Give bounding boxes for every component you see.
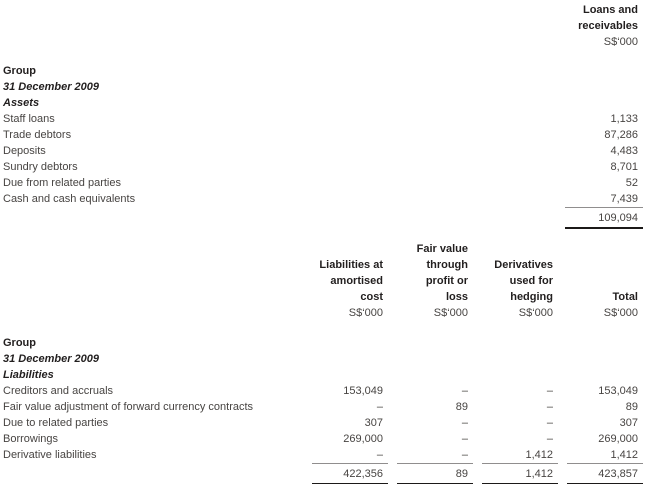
- row-value: 1,412: [610, 449, 638, 461]
- row-label: Due from related parties: [3, 177, 121, 189]
- column-header-amortised-cost: Liabilities at amortised cost S$‘000: [303, 241, 388, 321]
- row-label: Cash and cash equivalents: [3, 193, 136, 205]
- row-value: 269,000: [343, 433, 383, 445]
- table-row: [3, 143, 643, 159]
- group-heading-block: [3, 63, 643, 111]
- row-label: Creditors and accruals: [3, 385, 114, 397]
- total-row: [3, 207, 643, 229]
- row-label: Trade debtors: [3, 129, 72, 141]
- table-row: [3, 175, 643, 191]
- table-row: [3, 447, 643, 463]
- row-label: Due to related parties: [3, 417, 109, 429]
- row-value: 7,439: [610, 193, 638, 205]
- row-label: Staff loans: [3, 113, 55, 125]
- date-label: 31 December 2009: [3, 353, 100, 365]
- group-heading-block: [3, 335, 643, 383]
- table-row: [3, 383, 643, 399]
- row-value: 153,049: [598, 385, 638, 397]
- loans-receivables-section: [3, 2, 643, 229]
- group-label: Group: [3, 337, 36, 349]
- row-value: 8,701: [610, 161, 638, 173]
- row-value: 89: [625, 401, 638, 413]
- table-row: [3, 191, 643, 207]
- total-value: 89: [397, 463, 473, 484]
- row-value: 1,412: [525, 449, 553, 461]
- row-label: Fair value adjustment of forward currency contracts: [3, 401, 254, 413]
- row-value: –: [376, 401, 383, 413]
- table-row: [3, 415, 643, 431]
- column-header-loans-receivables: [513, 2, 643, 50]
- currency-unit-label: S$‘000: [433, 307, 468, 319]
- totals-row: [3, 463, 643, 484]
- row-value: 153,049: [343, 385, 383, 397]
- row-value: –: [546, 401, 553, 413]
- row-value: 307: [619, 417, 638, 429]
- column-header-line: receivables: [578, 20, 638, 32]
- row-value: 52: [625, 177, 638, 189]
- currency-unit-label: S$‘000: [348, 307, 383, 319]
- column-header-hedging: Derivatives used for hedging S$‘000: [473, 241, 558, 321]
- row-value: –: [461, 385, 468, 397]
- liabilities-section: [3, 241, 643, 484]
- row-value: –: [461, 449, 468, 461]
- column-headers-row: [3, 241, 643, 321]
- row-value: 89: [455, 401, 468, 413]
- column-header-total: Total S$‘000: [558, 241, 643, 321]
- total-value: 422,356: [312, 463, 388, 484]
- total-value: 1,412: [482, 463, 558, 484]
- row-value: 307: [364, 417, 383, 429]
- table-row: [3, 431, 643, 447]
- currency-unit-label: S$‘000: [603, 307, 638, 319]
- column-header-fvtpl: Fair value through profit or loss S$‘000: [388, 241, 473, 321]
- currency-unit-label: S$‘000: [603, 36, 638, 48]
- row-value: 4,483: [610, 145, 638, 157]
- row-label: Deposits: [3, 145, 46, 157]
- row-value: 269,000: [598, 433, 638, 445]
- row-value: –: [546, 385, 553, 397]
- table-row: [3, 399, 643, 415]
- table-row: [3, 159, 643, 175]
- group-label: Group: [3, 65, 36, 77]
- total-value: 109,094: [565, 207, 643, 229]
- section-label-liabilities: Liabilities: [3, 369, 54, 381]
- column-header-line: Loans and: [582, 4, 638, 16]
- row-label: Borrowings: [3, 433, 59, 445]
- row-value: 87,286: [604, 129, 638, 141]
- row-value: –: [376, 449, 383, 461]
- row-value: 1,133: [610, 113, 638, 125]
- row-label: Derivative liabilities: [3, 449, 97, 461]
- row-label: Sundry debtors: [3, 161, 78, 173]
- row-value: –: [461, 433, 468, 445]
- currency-unit-label: S$‘000: [518, 307, 553, 319]
- section-label-assets: Assets: [3, 97, 40, 109]
- row-value: –: [546, 433, 553, 445]
- row-value: –: [461, 417, 468, 429]
- total-value: 423,857: [567, 463, 643, 484]
- table-row: [3, 111, 643, 127]
- row-value: –: [546, 417, 553, 429]
- table-row: [3, 127, 643, 143]
- date-label: 31 December 2009: [3, 81, 100, 93]
